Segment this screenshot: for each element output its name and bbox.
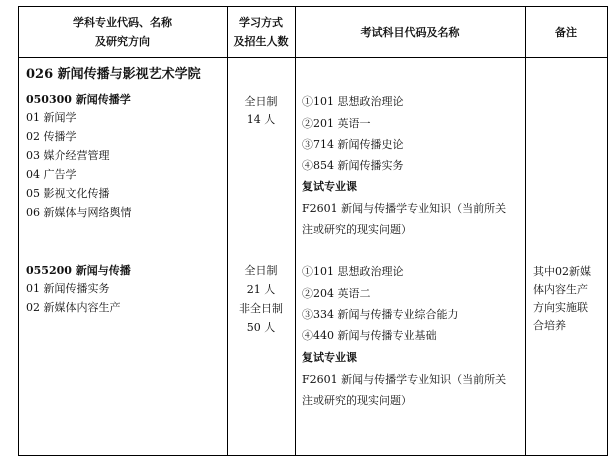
direction-item: 01 新闻学 xyxy=(26,111,77,124)
retest-line: 注或研究的现实问题） xyxy=(302,394,412,407)
note-line: 方向实施联 xyxy=(533,301,588,314)
direction-item: 04 广告学 xyxy=(26,168,77,181)
retest-title: 复试专业课 xyxy=(302,180,357,193)
exam-item: ④854 新闻传播实务 xyxy=(302,159,404,172)
direction-item: 02 新媒体内容生产 xyxy=(26,301,121,314)
note-line: 体内容生产 xyxy=(533,283,588,296)
exam-item: ②201 英语一 xyxy=(302,117,371,130)
col-border-3 xyxy=(525,6,526,456)
exam-item: ③334 新闻与传播专业综合能力 xyxy=(302,308,459,321)
program-code-name: 055200 新闻与传播 xyxy=(26,264,131,277)
direction-item: 02 传播学 xyxy=(26,130,77,143)
col-border-2 xyxy=(295,6,296,456)
retest-title: 复试专业课 xyxy=(302,351,357,364)
header-bottom-border xyxy=(18,57,608,58)
col-border-left xyxy=(18,6,19,456)
header-col2-line2: 及招生人数 xyxy=(233,35,289,48)
retest-line: 注或研究的现实问题） xyxy=(302,223,412,236)
col-border-1 xyxy=(227,6,228,456)
col-border-right xyxy=(607,6,608,456)
enrollment-count: 14 人 xyxy=(246,113,276,126)
exam-item: ①101 思想政治理论 xyxy=(302,95,404,108)
direction-item: 01 新闻传播实务 xyxy=(26,282,110,295)
exam-item: ④440 新闻与传播专业基础 xyxy=(302,329,437,342)
header-col3: 考试科目代码及名称 xyxy=(360,26,460,39)
retest-line: F2601 新闻与传播学专业知识（当前所关 xyxy=(302,202,507,215)
table-bottom-border xyxy=(18,455,608,456)
exam-item: ①101 思想政治理论 xyxy=(302,265,404,278)
note-line: 合培养 xyxy=(533,319,566,332)
header-col4: 备注 xyxy=(555,26,577,39)
retest-line: F2601 新闻与传播学专业知识（当前所关 xyxy=(302,373,507,386)
header-col2-line1: 学习方式 xyxy=(239,16,283,29)
direction-item: 03 媒介经营管理 xyxy=(26,149,110,162)
header-col1-line1: 学科专业代码、名称 xyxy=(73,16,172,29)
direction-item: 06 新媒体与网络舆情 xyxy=(26,206,132,219)
exam-item: ②204 英语二 xyxy=(302,287,371,300)
direction-item: 05 影视文化传播 xyxy=(26,187,110,200)
note-line: 其中02新媒 xyxy=(533,265,591,278)
study-mode: 非全日制 xyxy=(239,302,283,315)
header-col1-line2: 及研究方向 xyxy=(95,35,150,48)
study-mode: 全日制 xyxy=(244,95,278,108)
program-code-name: 050300 新闻传播学 xyxy=(26,93,131,106)
study-mode: 全日制 xyxy=(244,264,278,277)
enrollment-count: 50 人 xyxy=(246,321,276,334)
school-name: 026 新闻传播与影视艺术学院 xyxy=(26,67,201,82)
enrollment-count: 21 人 xyxy=(246,283,276,296)
table-top-border xyxy=(18,6,608,7)
exam-item: ③714 新闻传播史论 xyxy=(302,138,404,151)
